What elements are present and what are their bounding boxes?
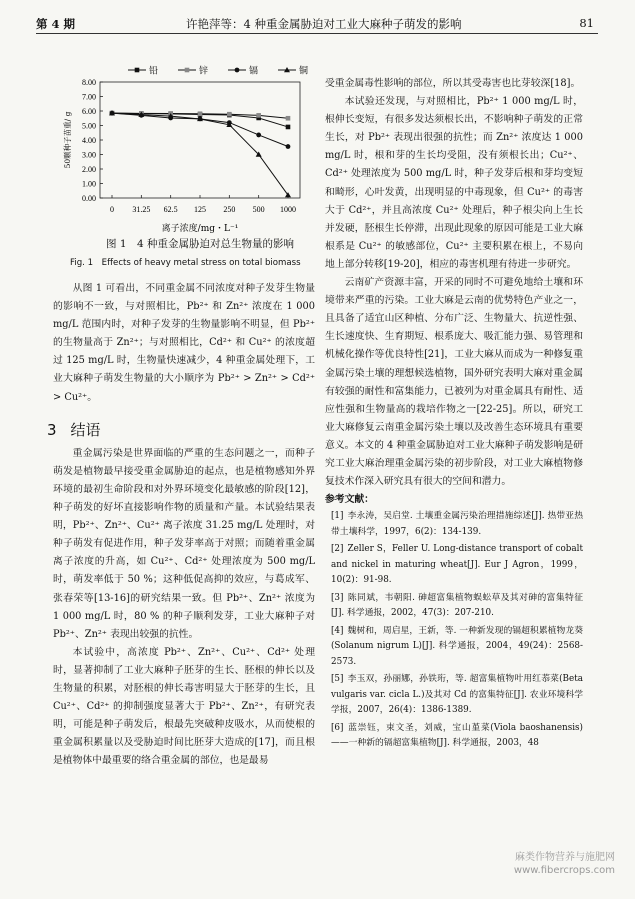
reference-text: 蓝崇钰，束文圣，刘威，宝山堇菜(Viola baoshanensis)——一种新的镉超富集植物[J]. 科学通报，2003，48 bbox=[331, 722, 583, 749]
plot-frame bbox=[100, 82, 300, 198]
reference-number: [2] bbox=[331, 544, 344, 555]
reference-text: Zeller S，Feller U. Long-distance transport of cobalt and nickel in maturing wheat[J]. Eur J Agron，1999，10(2)：91-98. bbox=[331, 544, 583, 586]
page-number: 81 bbox=[579, 16, 594, 30]
x-tick-label: 250 bbox=[223, 205, 236, 214]
x-tick-label: 1000 bbox=[280, 205, 296, 214]
y-tick-label: 6.00 bbox=[82, 107, 96, 116]
reference-list bbox=[325, 509, 583, 752]
legend-marker bbox=[235, 68, 240, 73]
header-rule bbox=[36, 33, 598, 34]
data-point bbox=[198, 111, 203, 116]
reference-text: 陈同斌，韦朝阳. 砷超富集植物蜈蚣草及其对砷的富集特征[J]. 科学通报，2002，47(3)：207-210. bbox=[331, 592, 583, 619]
reference-number: [1] bbox=[331, 511, 344, 522]
watermark-line: 麻类作物营养与施肥网 bbox=[515, 852, 615, 863]
biomass-line-chart bbox=[42, 60, 314, 235]
reference-item bbox=[325, 542, 583, 589]
y-tick-label: 7.00 bbox=[82, 92, 96, 102]
y-tick-label: 0.00 bbox=[82, 194, 96, 203]
reference-item bbox=[325, 721, 583, 752]
paragraph: 重金属污染是世界面临的严重的生态问题之一，而种子萌发是植物最早接受重金属胁迫的起点，也是植物感知外界环境的最初生命阶段和对外界环境变化最敏感的阶段[12]，种子萌发的好坏直接影响作物的质量和产量。本试验结果表明，Pb²⁺、Zn²⁺、Cu²⁺ 离子浓度 31.25 mg/L 处理时，对种子萌发有促进作用，种子发芽率高于对照；而随着重金属离子浓度的升高，如 Cu²⁺、Cd²⁺ 处理浓度为 500 mg/L 时，萌发率低于 50 %；这种低促高抑的效应，与葛成军、张春荣等[13-16]的研究结果一致。但 Pb²⁺、Zn²⁺ 浓度为 1 000 mg/L 时，80 % 的种子顺利发芽，工业大麻种子对 Pb²⁺、Zn²⁺ 表现出较强的抗性。 bbox=[53, 447, 315, 640]
paragraph: 本试验还发现，与对照相比，Pb²⁺ 1 000 mg/L 时，根伸长变短，有很多发达须根长出，不影响种子萌发的正常生长，对 Pb²⁺ 表现出很强的抗性；而 Zn²⁺ 浓度达 1 000 mg/L 时，根和芽的生长均受阻，没有须根长出；Cu²⁺、Cd²⁺ 处理浓度为 500 mg/L 时，种子发芽后根和芽均变短和畸形，心叶发黄，出现明显的中毒现象，但 Cu²⁺ 的毒害大于 Cd²⁺，并且高浓度 Cu²⁺ 处理后，种子根尖向上生长并发硬，胚根生长停滞，出现此现象的原因可能是工业大麻根系是 Cu²⁺ 的敏感部位，Cu²⁺ 主要积累在根上，不易向地上部分转移[19-20]，相应的毒害机理有待进一步研究。 bbox=[325, 96, 583, 270]
figure-caption-cn: 图 1 4 种重金属胁迫对总生物量的影响 bbox=[106, 238, 295, 250]
y-axis-label: 50颗种子苗重/ g bbox=[63, 111, 72, 169]
x-tick-label: 125 bbox=[194, 205, 206, 214]
data-point bbox=[256, 113, 261, 118]
y-tick-label: 4.00 bbox=[82, 136, 96, 145]
legend-label: 铜 bbox=[299, 66, 309, 77]
running-title: 许艳萍等：4 种重金属胁迫对工业大麻种子萌发的影响 bbox=[186, 17, 462, 31]
legend-label: 镉 bbox=[249, 66, 259, 77]
reference-item bbox=[325, 672, 583, 719]
paragraph: 本试验中，高浓度 Pb²⁺、Zn²⁺、Cu²⁺、Cd²⁺ 处理时，显著抑制了工业大麻种子胚芽的生长、胚根的伸长以及生物量的积累，对胚根的伸长毒害明显大于胚芽的生长，且 Cu²⁺、Cd²⁺ 的抑制强度显著大于 Pb²⁺、Zn²⁺，有研究表明，可能是种子萌发后，根最先突破种皮吸水，从而使根的重金属积累量以及受胁迫时间比胚芽大造成的[17]，而且根是植物体中最重要的络合重金属的部位，也是最易 bbox=[53, 646, 315, 767]
x-axis-label: 离子浓度/mg・L⁻¹ bbox=[161, 224, 239, 234]
reference-item bbox=[325, 509, 583, 540]
y-tick-label: 5.00 bbox=[82, 121, 96, 131]
data-point bbox=[227, 112, 232, 117]
x-tick-label: 0 bbox=[110, 205, 114, 214]
data-point bbox=[286, 116, 291, 121]
legend-marker bbox=[135, 68, 140, 73]
left-column bbox=[47, 280, 315, 770]
x-tick-label: 31.25 bbox=[132, 205, 151, 214]
issue-number: 第 4 期 bbox=[36, 17, 76, 31]
legend-label: 锌 bbox=[199, 66, 209, 77]
data-point bbox=[286, 125, 291, 130]
reference-item bbox=[325, 591, 583, 622]
watermark-url: www.fibercrops.com bbox=[513, 865, 615, 876]
x-tick-label: 500 bbox=[252, 205, 265, 214]
reference-number: [5] bbox=[331, 674, 344, 685]
reference-number: [6] bbox=[331, 722, 344, 733]
paragraph: 从图 1 可看出，不同重金属不同浓度对种子发芽生物量的影响不一致，与对照相比，Pb²⁺ 和 Zn²⁺ 浓度在 1 000 mg/L 范围内时，对种子发芽的生物量影响不明显，但 Pb²⁺ 的生物量高于 Zn²⁺；与对照相比，Cd²⁺ 和 Cu²⁺ 的浓度超过 125 mg/L 时，生物量快速减少，4 种重金属处理下，工业大麻种子萌发生物量的大小顺序为 Pb²⁺ > Zn²⁺ > Cd²⁺ > Cu²⁺。 bbox=[53, 283, 315, 403]
data-point bbox=[256, 133, 261, 138]
data-point bbox=[286, 144, 291, 149]
running-header bbox=[36, 12, 602, 34]
figure-caption-en: Fig. 1 Effects of heavy metal stress on total biomass bbox=[70, 258, 301, 268]
reference-text: 李玉双，孙丽娜，孙铁珩，等. 超富集植物叶用红菾菜(Beta vulgaris var. cicla L.)及其对 Cd 的富集特征[J]. 农业环境科学学报，2007，26(4)：1386-1389. bbox=[331, 674, 583, 716]
right-column bbox=[325, 75, 583, 754]
y-tick-label: 8.00 bbox=[82, 78, 96, 87]
reference-text: 魏树和，周启星，王新，等. 一种新发现的镉超积累植物龙葵(Solanum nigrum L)[J]. 科学通报，2004，49(24)：2568-2573. bbox=[331, 625, 583, 667]
reference-item bbox=[325, 624, 583, 671]
section-title: 结语 bbox=[70, 420, 101, 439]
legend-label: 铅 bbox=[149, 66, 159, 77]
y-tick-label: 2.00 bbox=[82, 165, 96, 174]
watermark bbox=[514, 851, 615, 877]
y-tick-label: 3.00 bbox=[82, 150, 96, 160]
legend-marker bbox=[185, 68, 190, 73]
reference-number: [4] bbox=[331, 625, 344, 636]
reference-text: 李永涛，吴启堂. 土壤重金属污染治理措施综述[J]. 热带亚热带土壤科学，1997，6(2)：134-139. bbox=[331, 511, 583, 537]
paragraph: 受重金属毒性影响的部位，所以其受毒害也比芽较深[18]。 bbox=[325, 78, 581, 89]
x-tick-label: 62.5 bbox=[163, 205, 178, 214]
section-heading bbox=[47, 421, 315, 439]
reference-number: [3] bbox=[331, 592, 344, 603]
paragraph: 云南矿产资源丰富，开采的同时不可避免地给土壤和环境带来严重的污染。工业大麻是云南的优势特色产业之一，且具备了适宜山区种植、分布广泛、生物量大、抗逆性强、生长速度快、生育期短、根系庞大、吸汇能力强、易管理和机械化操作等优良特性[21]，工业大麻从而成为一种修复重金属污染土壤的理想候选植物，国外研究表明大麻对重金属有较强的耐性和富集能力，已被列为对重金属具有耐性、适应性强和生物量高的栽培作物之一[22-25]。所以，研究工业大麻修复云南重金属污染土壤以及改善生态环境具有重要意义。本文的 4 种重金属胁迫对工业大麻种子萌发影响是研究工业大麻治理重金属污染的初步阶段，对工业大麻植物修复技术作深入研究具有很大的空间和潜力。 bbox=[325, 277, 583, 488]
references-title: 参考文献： bbox=[325, 494, 374, 506]
y-tick-label: 1.00 bbox=[82, 179, 96, 189]
section-number: 3 bbox=[47, 420, 57, 439]
series-line bbox=[112, 113, 288, 195]
